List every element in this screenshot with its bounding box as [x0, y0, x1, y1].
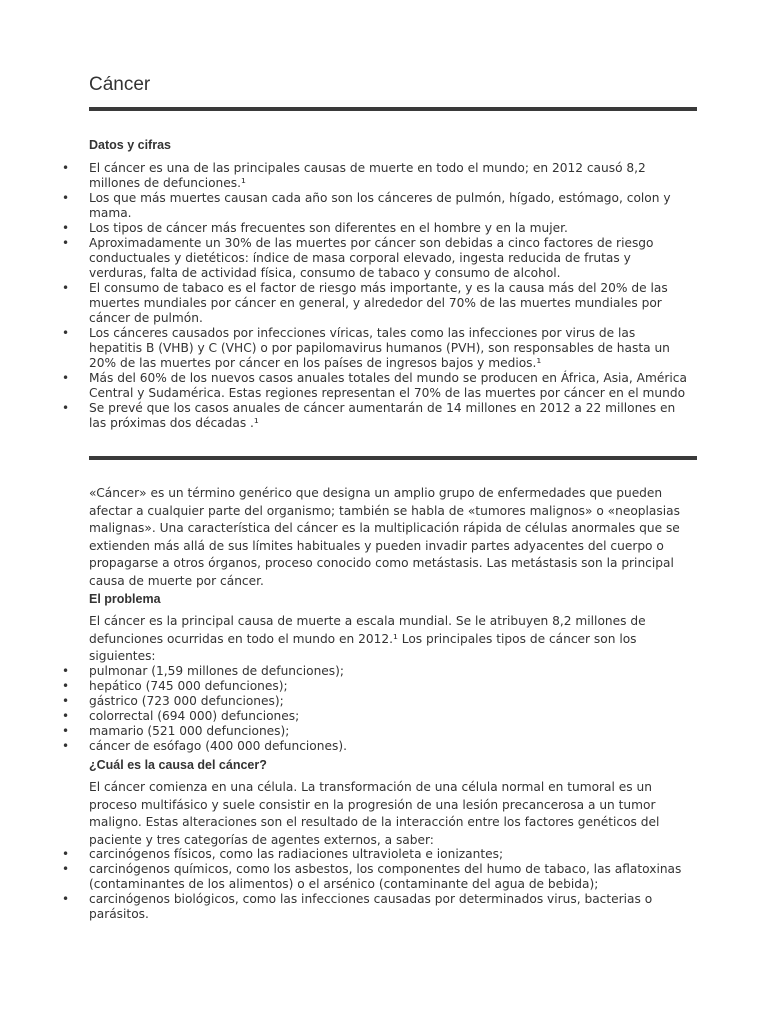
list-item: • colorrectal (694 000) defunciones; [62, 709, 692, 724]
list-item: • El consumo de tabaco es el factor de riesgo más importante, y es la causa más del 20% de las muertes mundiales por cáncer en general, y alrededor del 70% de las muertes mundiales por cáncer de pulmón. [62, 281, 692, 326]
top-divider [89, 107, 697, 111]
carcinogens-list [62, 847, 692, 922]
list-item: • cáncer de esófago (400 000 defunciones). [62, 739, 692, 754]
list-item: • pulmonar (1,59 millones de defunciones); [62, 664, 692, 679]
cause-heading: ¿Cuál es la causa del cáncer? [89, 758, 267, 772]
list-item: • carcinógenos biológicos, como las infecciones causadas por determinados virus, bacterias o parásitos. [62, 892, 692, 922]
list-item: • hepático (745 000 defunciones); [62, 679, 692, 694]
list-item: • Los que más muertes causan cada año son los cánceres de pulmón, hígado, estómago, colon y mama. [62, 191, 692, 221]
middle-divider [89, 456, 697, 460]
page-title: Cáncer [89, 74, 151, 95]
problem-heading: El problema [89, 592, 161, 606]
cause-paragraph: El cáncer comienza en una célula. La transformación de una célula normal en tumoral es un proceso multifásico y suele consistir en la progresión de una lesión precancerosa a un tumor maligno. Estas alteraciones son el resultado de la interacción entre los factores genéticos del paciente y tres categorías de agentes externos, a saber: [89, 780, 660, 847]
intro-paragraph: «Cáncer» es un término genérico que designa un amplio grupo de enfermedades que pueden afectar a cualquier parte del organismo; también se habla de «tumores malignos» o «neoplasias malignas». Una característica del cáncer es la multiplicación rápida de células anormales que se extienden más allá de sus límites habituales y pueden invadir partes adyacentes del cuerpo o propagarse a otros órganos, proceso conocido como metástasis. Las metástasis son la principal causa de muerte por cáncer. [89, 486, 680, 588]
list-item: • mamario (521 000 defunciones); [62, 724, 692, 739]
problem-paragraph: El cáncer es la principal causa de muerte a escala mundial. Se le atribuyen 8,2 millones de defunciones ocurridas en todo el mundo en 2012.¹ Los principales tipos de cáncer son los siguientes: [89, 614, 646, 663]
list-item: • Los tipos de cáncer más frecuentes son diferentes en el hombre y en la mujer. [62, 221, 692, 236]
list-item: • carcinógenos químicos, como los asbestos, los componentes del humo de tabaco, las aflatoxinas (contaminantes de los alimentos) o el arsénico (contaminante del agua de bebida); [62, 862, 692, 892]
list-item: • Más del 60% de los nuevos casos anuales totales del mundo se producen en África, Asia, América Central y Sudamérica. Estas regiones representan el 70% de las muertes por cáncer en el mundo [62, 371, 692, 401]
list-item: • gástrico (723 000 defunciones); [62, 694, 692, 709]
list-item: • Se prevé que los casos anuales de cáncer aumentarán de 14 millones en 2012 a 22 millones en las próximas dos décadas .¹ [62, 401, 692, 431]
list-item: • Aproximadamente un 30% de las muertes por cáncer son debidas a cinco factores de riesgo conductuales y dietéticos: índice de masa corporal elevado, ingesta reducida de frutas y verduras, falta de actividad física, consumo de tabaco y consumo de alcohol. [62, 236, 692, 281]
facts-heading: Datos y cifras [89, 138, 171, 152]
cancer-types-list [62, 664, 692, 754]
list-item: • El cáncer es una de las principales causas de muerte en todo el mundo; en 2012 causó 8,2 millones de defunciones.¹ [62, 161, 692, 191]
facts-list [62, 161, 692, 431]
list-item: • Los cánceres causados por infecciones víricas, tales como las infecciones por virus de las hepatitis B (VHB) y C (VHC) o por papilomavirus humanos (PVH), son responsables de hasta un 20% de las muertes por cáncer en los países de ingresos bajos y medios.¹ [62, 326, 692, 371]
list-item: • carcinógenos físicos, como las radiaciones ultravioleta e ionizantes; [62, 847, 692, 862]
